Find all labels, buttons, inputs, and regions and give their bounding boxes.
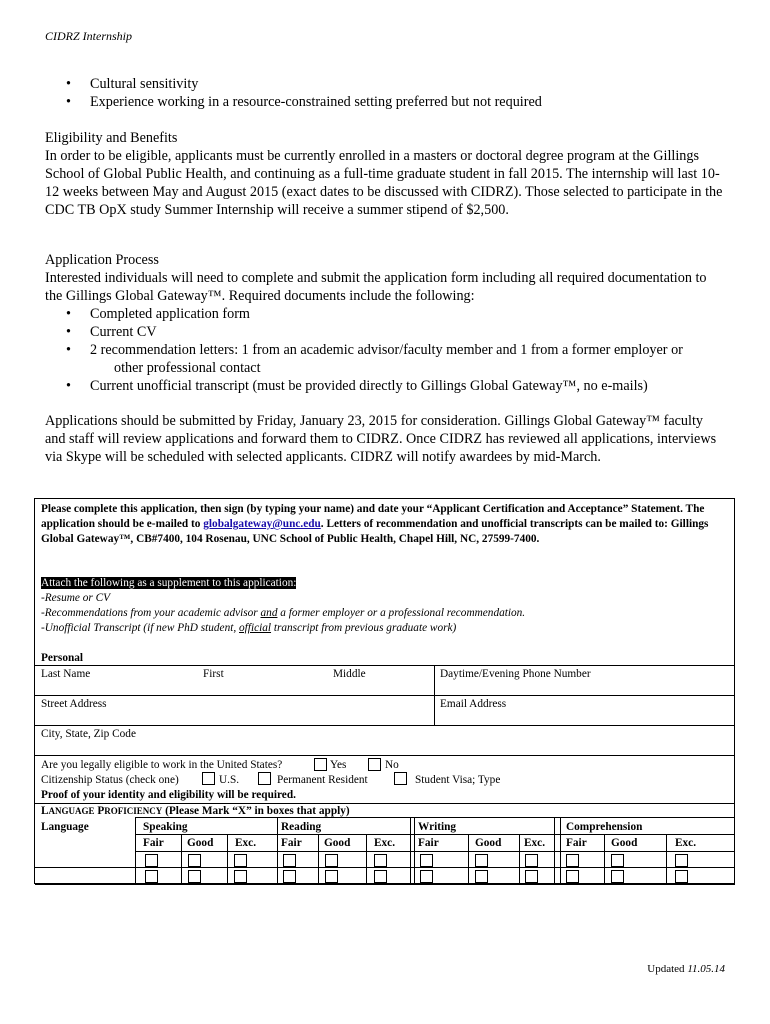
comprehension-good: Good (611, 837, 638, 849)
first-name-field[interactable]: First (203, 668, 224, 680)
attachments-block: Attach the following as a supplement to this application: -Resume or CV -Recommendations from your academic advisor and a former employer or a professional recommendation. -Unofficial Transcript (if new PhD student, official transcript from previous graduate work) (41, 577, 526, 634)
proof-note: Proof of your identity and eligibility will be required. (41, 789, 296, 801)
comprehension-fair: Fair (566, 837, 587, 849)
speaking-header: Speaking (143, 821, 188, 833)
middle-name-field[interactable]: Middle (333, 668, 366, 680)
citizenship-label: Citizenship Status (check one) (41, 774, 179, 786)
language-column-header: Language (41, 821, 89, 833)
proficiency-checkbox[interactable] (145, 870, 158, 883)
writing-good: Good (475, 837, 502, 849)
list-item: • Current unofficial transcript (must be provided directly to Gillings Global Gateway™, no e-mails) (66, 378, 648, 394)
writing-exc: Exc. (524, 837, 546, 849)
proficiency-checkbox[interactable] (145, 854, 158, 867)
reading-exc: Exc. (374, 837, 396, 849)
application-text: Interested individuals will need to complete and submit the application form including all required documentation to the Gillings Global Gateway™. Required documents include the following: (45, 270, 707, 304)
application-heading: Application Process (45, 252, 159, 268)
deadline-text: Applications should be submitted by Friday, January 23, 2015 for consideration. Gillings Global Gateway™ faculty and staff will review applications and forward them to CIDRZ. Once CIDRZ has reviewed all applications, interviews via Skype will be scheduled with selected applicants. CIDRZ will notify awardees by mid-March. (45, 413, 717, 465)
list-item: • Current CV (66, 324, 157, 340)
no-label: No (385, 759, 399, 771)
writing-fair: Fair (418, 837, 439, 849)
speaking-good: Good (187, 837, 214, 849)
required-docs-list (45, 305, 735, 395)
proficiency-checkbox[interactable] (475, 870, 488, 883)
eligibility-text: In order to be eligible, applicants must be currently enrolled in a masters or doctoral degree program at the Gillings School of Global Public Health, and continuing as a full-time graduate student in fall 2015. The internship will last 10-12 weeks between May and August 2015 (exact dates to be discussed with CIDRZ). Those selected to participate in the CDC TB OpX study Summer Internship will receive a summer stipend of $2,500. (45, 148, 723, 218)
proficiency-checkbox[interactable] (234, 854, 247, 867)
proficiency-checkbox[interactable] (675, 854, 688, 867)
reading-fair: Fair (281, 837, 302, 849)
proficiency-checkbox[interactable] (525, 854, 538, 867)
proficiency-checkbox[interactable] (420, 870, 433, 883)
application-form (34, 498, 735, 884)
proficiency-checkbox[interactable] (234, 870, 247, 883)
proficiency-checkbox[interactable] (675, 870, 688, 883)
writing-header: Writing (418, 821, 457, 833)
updated-footer: Updated 11.05.14 (647, 963, 725, 975)
proficiency-checkbox[interactable] (188, 854, 201, 867)
citizenship-permanent-checkbox[interactable] (258, 772, 271, 785)
proficiency-checkbox[interactable] (420, 854, 433, 867)
citizenship-visa-checkbox[interactable] (394, 772, 407, 785)
citizenship-us-checkbox[interactable] (202, 772, 215, 785)
speaking-exc: Exc. (235, 837, 257, 849)
proficiency-checkbox[interactable] (525, 870, 538, 883)
street-address-field[interactable]: Street Address (41, 698, 107, 710)
yes-label: Yes (330, 759, 347, 771)
us-label: U.S. (219, 774, 240, 786)
reading-good: Good (324, 837, 351, 849)
proficiency-checkbox[interactable] (374, 854, 387, 867)
proficiency-checkbox[interactable] (611, 854, 624, 867)
language-proficiency-title: LANGUAGE PROFICIENCY (Please Mark “X” in boxes that apply) (41, 805, 350, 817)
proficiency-checkbox[interactable] (566, 870, 579, 883)
last-name-field[interactable]: Last Name (41, 668, 91, 680)
email-link[interactable]: globalgateway@unc.edu (203, 518, 321, 530)
eligibility-heading: Eligibility and Benefits (45, 130, 178, 146)
form-instructions: Please complete this application, then sign (by typing your name) and date your “Applicant Certification and Acceptance” Statement. The application should be e-mailed to globalgateway@unc.edu. Letters of recommendation and unofficial transcripts can be mailed to: Gillings Global Gateway™, CB#7400, 104 Rosenau, UNC School of Public Health, Chapel Hill, NC, 27599-7400. (41, 503, 709, 545)
email-address-field[interactable]: Email Address (440, 698, 507, 710)
speaking-fair: Fair (143, 837, 164, 849)
list-item: • Cultural sensitivity (66, 76, 199, 92)
proficiency-checkbox[interactable] (325, 870, 338, 883)
eligibility-question: Are you legally eligible to work in the United States? (41, 759, 283, 771)
personal-title: Personal (41, 652, 84, 664)
eligibility-section (45, 129, 725, 219)
proficiency-checkbox[interactable] (325, 854, 338, 867)
proficiency-checkbox[interactable] (566, 854, 579, 867)
proficiency-checkbox[interactable] (283, 854, 296, 867)
eligible-no-checkbox[interactable] (368, 758, 381, 771)
permanent-label: Permanent Resident (277, 774, 368, 786)
proficiency-checkbox[interactable] (475, 854, 488, 867)
proficiency-checkbox[interactable] (188, 870, 201, 883)
attach-title: Attach the following as a supplement to this application: (41, 577, 297, 589)
list-item: • Experience working in a resource-constrained setting preferred but not required (66, 94, 542, 110)
list-item: • Completed application form (66, 306, 250, 322)
city-state-zip-field[interactable]: City, State, Zip Code (41, 728, 136, 740)
phone-field[interactable]: Daytime/Evening Phone Number (440, 668, 591, 680)
page-header: CIDRZ Internship (45, 29, 132, 43)
proficiency-checkbox[interactable] (374, 870, 387, 883)
comprehension-exc: Exc. (675, 837, 697, 849)
intro-bullet-list (45, 75, 735, 111)
application-section (45, 251, 725, 305)
comprehension-header: Comprehension (566, 821, 643, 833)
visa-label: Student Visa; Type (415, 774, 501, 786)
proficiency-checkbox[interactable] (611, 870, 624, 883)
eligible-yes-checkbox[interactable] (314, 758, 327, 771)
proficiency-checkbox[interactable] (283, 870, 296, 883)
reading-header: Reading (281, 821, 322, 833)
list-item: • 2 recommendation letters: 1 from an academic advisor/faculty member and 1 from a former employer or other professional contact (66, 342, 683, 376)
